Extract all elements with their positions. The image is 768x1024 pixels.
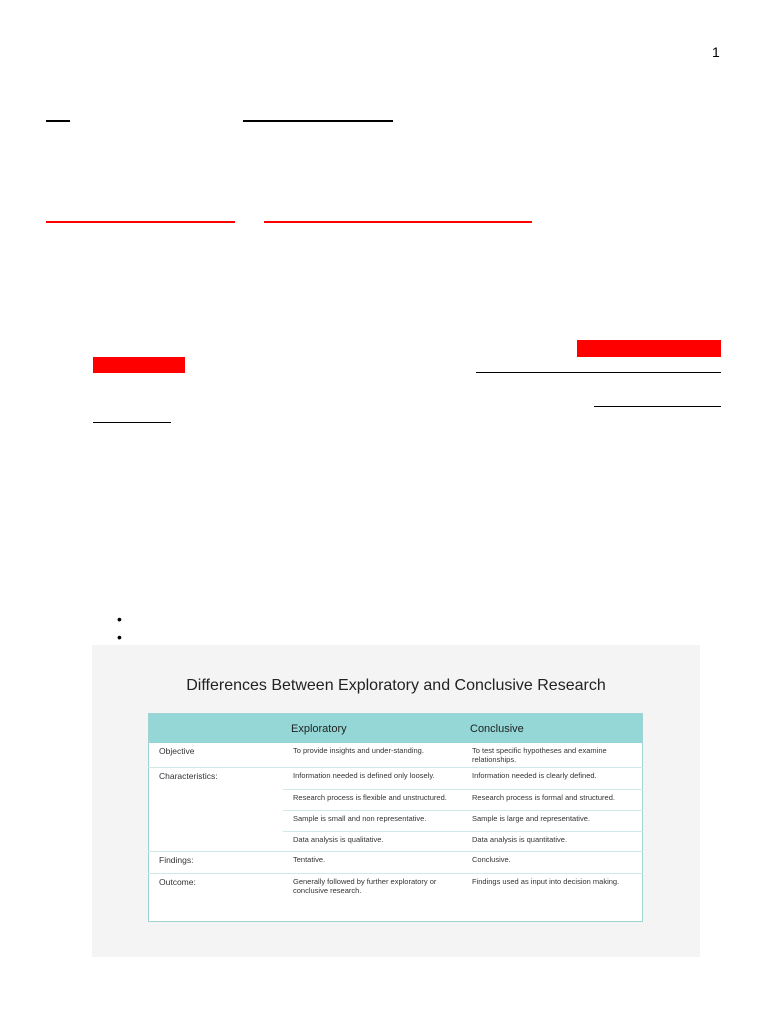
table-row bbox=[149, 767, 643, 789]
figure-title: Differences Between Exploratory and Conclusive Research bbox=[186, 677, 606, 694]
conclusive-cell: Conclusive. bbox=[462, 851, 643, 873]
row-label bbox=[149, 789, 284, 810]
conclusive-cell: Sample is large and representative. bbox=[462, 810, 643, 831]
conclusive-cell: Findings used as input into decision making. bbox=[472, 876, 620, 886]
red-highlight-1 bbox=[577, 340, 721, 357]
row-label: Findings: bbox=[149, 851, 284, 873]
header-blank bbox=[149, 714, 284, 744]
header-conclusive: Conclusive bbox=[462, 714, 643, 744]
header-exploratory: Exploratory bbox=[283, 714, 462, 744]
red-underline-1 bbox=[46, 221, 235, 223]
underline-heading-2 bbox=[243, 120, 393, 122]
row-label: Characteristics: bbox=[159, 770, 218, 781]
exploratory-cell: Information needed is defined only loosely. bbox=[283, 767, 462, 789]
conclusive-cell: Information needed is clearly defined. bbox=[462, 767, 643, 789]
exploratory-cell: Data analysis is qualitative. bbox=[283, 831, 462, 851]
table-row bbox=[149, 810, 643, 831]
bullet-2: • bbox=[117, 629, 122, 645]
exploratory-cell: To provide insights and under-standing. bbox=[283, 743, 462, 767]
underline-heading-1 bbox=[46, 120, 70, 122]
row-label bbox=[149, 831, 284, 851]
exploratory-cell: Sample is small and non representative. bbox=[283, 810, 462, 831]
red-highlight-2 bbox=[93, 357, 185, 373]
row-label bbox=[149, 810, 284, 831]
conclusive-cell: Research process is formal and structured. bbox=[462, 789, 643, 810]
table-row bbox=[149, 743, 643, 767]
table-row bbox=[149, 851, 643, 873]
comparison-figure bbox=[92, 645, 700, 957]
red-underline-2 bbox=[264, 221, 532, 223]
underline-body-3 bbox=[93, 422, 171, 423]
exploratory-cell: Research process is flexible and unstructured. bbox=[283, 789, 462, 810]
conclusive-cell: Data analysis is quantitative. bbox=[462, 831, 643, 851]
exploratory-cell: Tentative. bbox=[283, 851, 462, 873]
exploratory-cell: Generally followed by further exploratory or conclusive research. bbox=[293, 876, 437, 895]
table-row bbox=[149, 873, 643, 921]
conclusive-cell: To test specific hypotheses and examine relationships. bbox=[462, 743, 643, 767]
page-number: 1 bbox=[712, 44, 720, 60]
comparison-table bbox=[148, 713, 643, 922]
row-label: Objective bbox=[149, 743, 284, 767]
table-row bbox=[149, 831, 643, 851]
underline-body-2 bbox=[594, 406, 721, 407]
underline-body-1 bbox=[476, 372, 721, 373]
table-row bbox=[149, 789, 643, 810]
row-label: Outcome: bbox=[159, 876, 196, 887]
bullet-1: • bbox=[117, 611, 122, 627]
table-header-row bbox=[149, 714, 643, 744]
